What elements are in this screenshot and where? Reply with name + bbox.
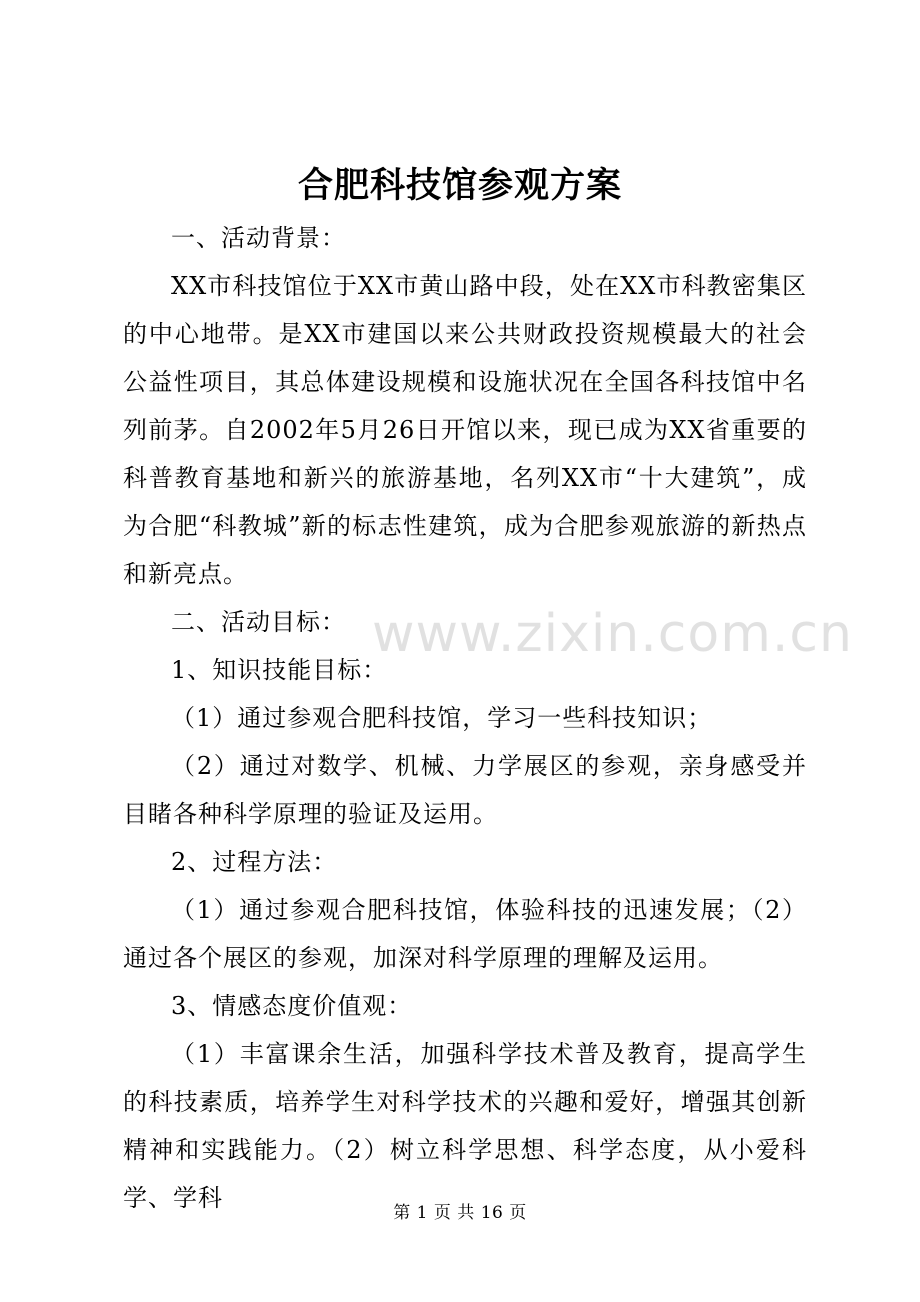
subheading-emotion-values: 3、情感态度价值观： [171,992,413,1020]
section-heading-goals: 二、活动目标： [171,608,346,636]
paragraph-knowledge-item-2: （2）通过对数学、机械、力学展区的参观，亲身感受并目睹各种科学原理的验证及运用。 [123,752,807,828]
watermark: www.zixin.com.cn [372,604,853,664]
page-footer-number: 第 1 页 共 16 页 [393,1203,527,1223]
paragraph-knowledge-item-1: （1）通过参观合肥科技馆，学习一些科技知识； [171,704,713,732]
paragraph-background-text: XX市科技馆位于XX市黄山路中段，处在XX市科教密集区的中心地带。是XX市建国以来公共财政投资规模最大的社会公益性项目，其总体建设规模和设施状况在全国各科技馆中名列前茅。自2002年5月26日开馆以来，现已成为XX省重要的科普教育基地和新兴的旅游基地，名列XX市“十大建筑”，成为合肥“科教城”新的标志性建筑，成为合肥参观旅游的新热点和新亮点。 [123,272,807,588]
subheading-process-methods: 2、过程方法： [171,848,338,876]
section-heading-background: 一、活动背景： [171,224,346,252]
paragraph-process-items: （1）通过参观合肥科技馆，体验科技的迅速发展；（2）通过各个展区的参观，加深对科学原理的理解及运用。 [123,896,807,972]
document-title: 合肥科技馆参观方案 [297,165,622,206]
subheading-knowledge-skills: 1、知识技能目标： [171,656,388,684]
paragraph-emotion-items: （1）丰富课余生活，加强科学技术普及教育，提高学生的科技素质，培养学生对科学技术的兴趣和爱好，增强其创新精神和实践能力。（2）树立科学思想、科学态度，从小爱科学、学科 [123,1040,807,1212]
document-body [123,214,807,1222]
